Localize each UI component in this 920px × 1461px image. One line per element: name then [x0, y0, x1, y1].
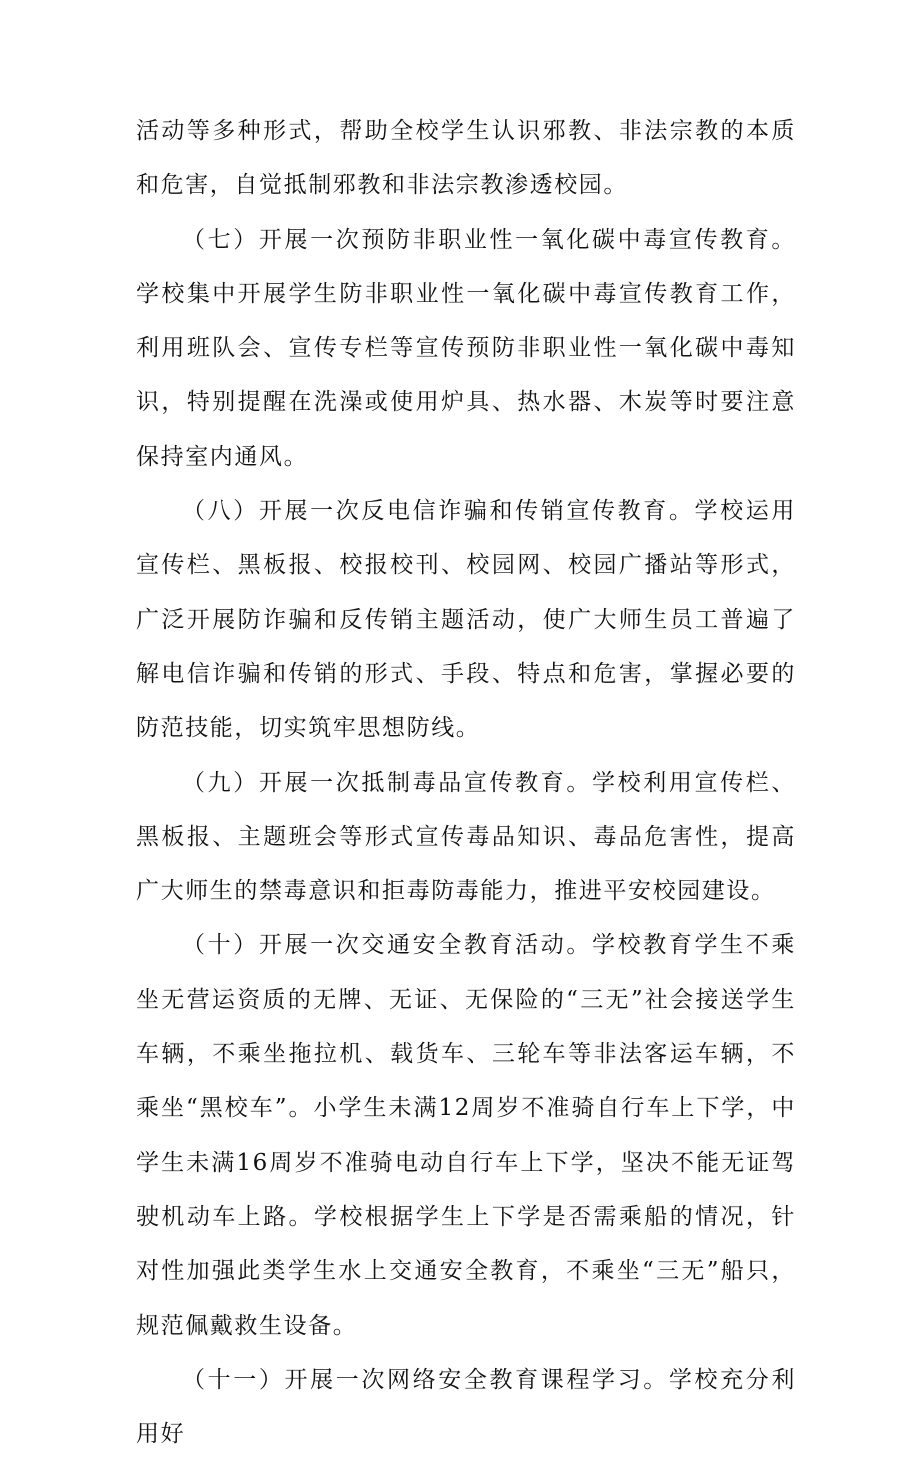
- paragraph-continuation: 活动等多种形式，帮助全校学生认识邪教、非法宗教的本质和危害，自觉抵制邪教和非法宗教渗透校园。: [136, 118, 796, 199]
- paragraph-item-11: （十一）开展一次网络安全教育课程学习。学校充分利用好: [136, 1366, 796, 1448]
- document-body: [136, 104, 796, 1461]
- paragraph-item-9: （九）开展一次抵制毒品宣传教育。学校利用宣传栏、黑板报、主题班会等形式宣传毒品知识、毒品危害性，提高广大师生的禁毒意识和拒毒防毒能力，推进平安校园建设。: [136, 769, 796, 905]
- paragraph-item-10: （十）开展一次交通安全教育活动。学校教育学生不乘坐无营运资质的无牌、无证、无保险的“三无”社会接送学生车辆，不乘坐拖拉机、载货车、三轮车等非法客运车辆，不乘坐“黑校车”。小学生未满12周岁不准骑自行车上下学，中学生未满16周岁不准骑电动自行车上下学，坚决不能无证驾驶机动车上路。学校根据学生上下学是否需乘船的情况，针对性加强此类学生水上交通安全教育，不乘坐“三无”船只，规范佩戴救生设备。: [136, 932, 796, 1339]
- paragraph-item-8: （八）开展一次反电信诈骗和传销宣传教育。学校运用宣传栏、黑板报、校报校刊、校园网、校园广播站等形式，广泛开展防诈骗和反传销主题活动，使广大师生员工普遍了解电信诈骗和传销的形式、手段、特点和危害，掌握必要的防范技能，切实筑牢思想防线。: [136, 498, 796, 742]
- paragraph-item-7: （七）开展一次预防非职业性一氧化碳中毒宣传教育。学校集中开展学生防非职业性一氧化碳中毒宣传教育工作，利用班队会、宣传专栏等宣传预防非职业性一氧化碳中毒知识，特别提醒在洗澡或使用炉具、热水器、木炭等时要注意保持室内通风。: [136, 226, 796, 470]
